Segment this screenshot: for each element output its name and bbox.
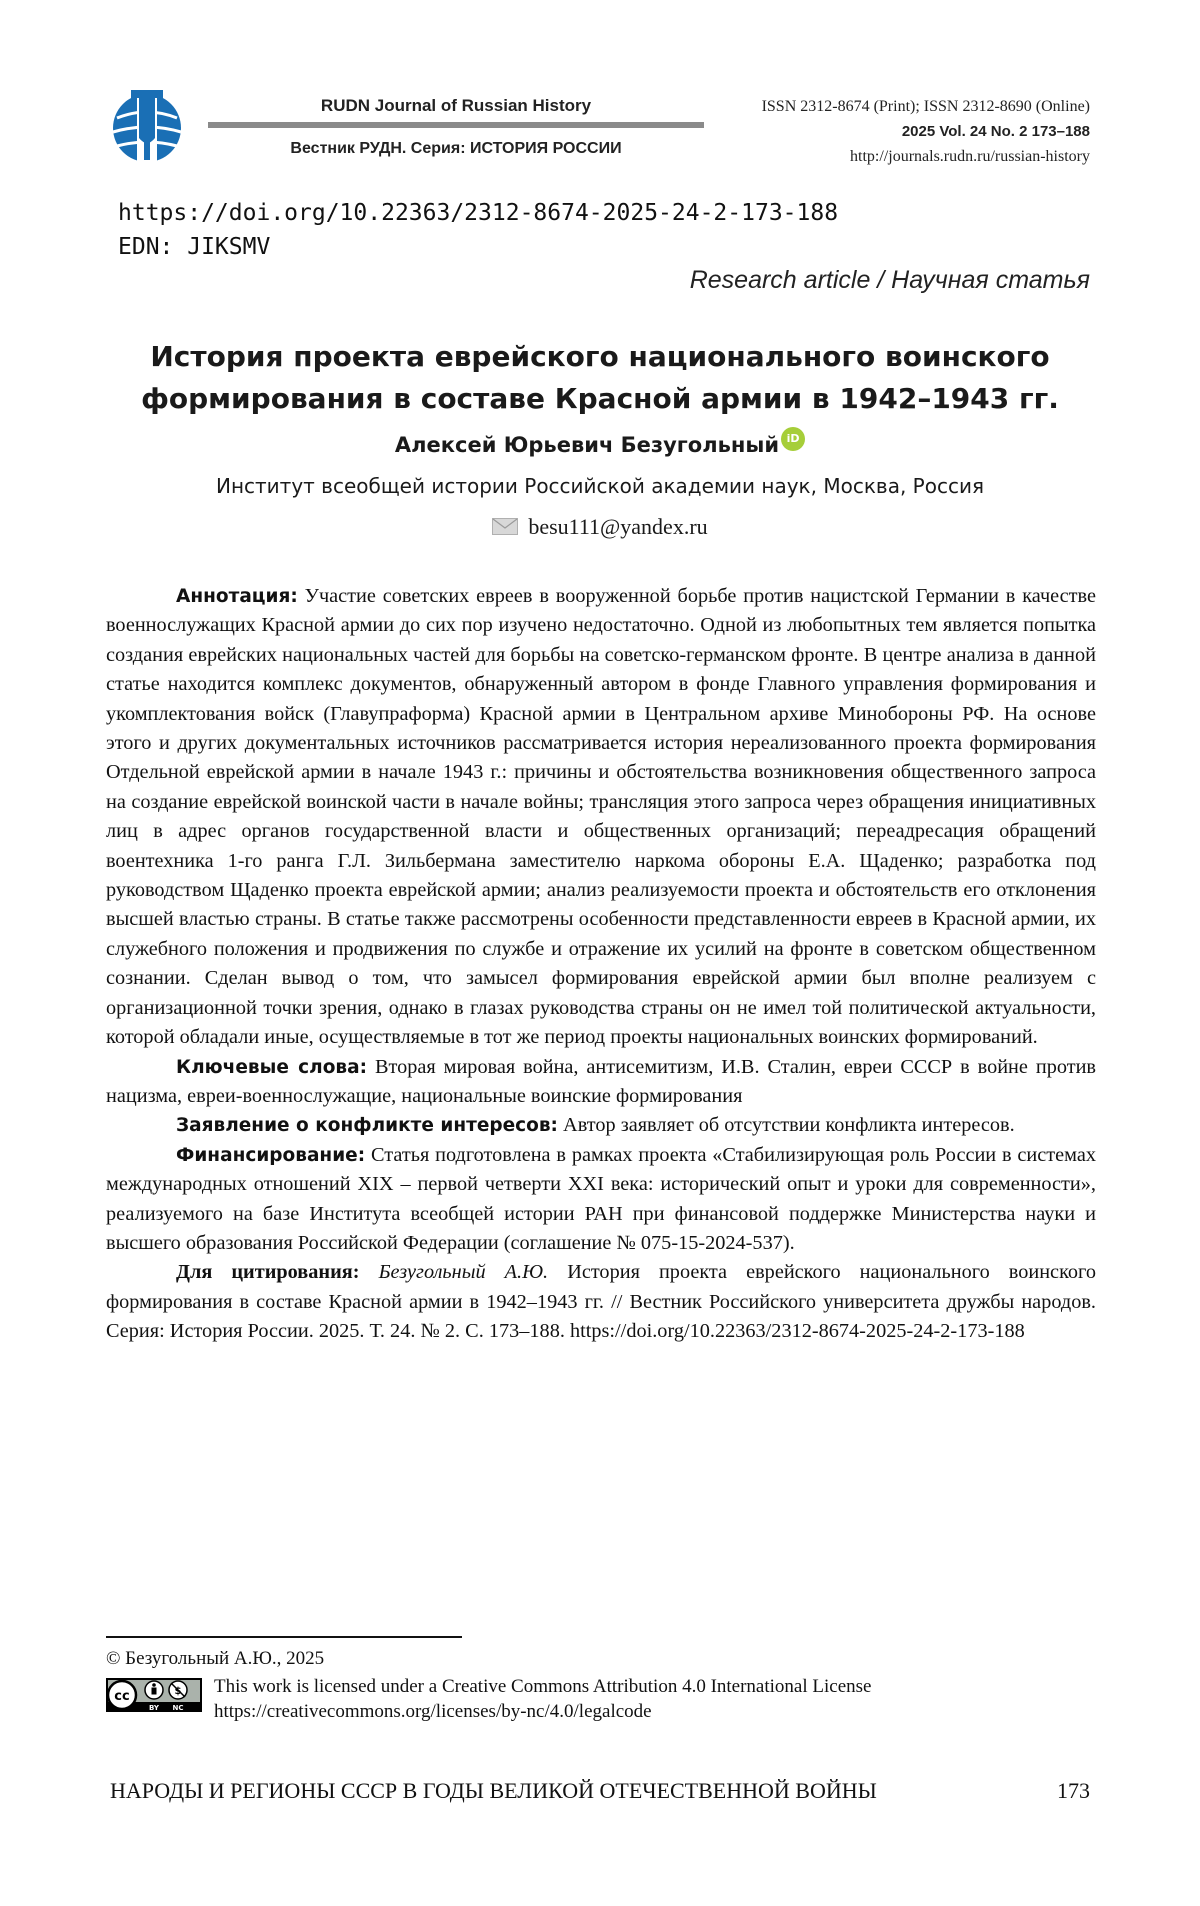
abstract-text: Участие советских евреев в вооруженной борьбе против нацистской Германии в качестве военнослужащих Красной армии до сих пор изучено недостаточно. Одной из любопытных тем является попытка создания еврейских национальных частей для борьбы на советско-германском фронте. В центре анализа в данной статье находится комплекс документов, обнаруженный автором в фонде Главного управления формирования и укомплектования войск (Главупраформа) Красной армии в Центральном архиве Минобороны РФ. На основе этого и других документальных источников рассматривается история нереализованного проекта формирования Отдельной еврейской армии в начале 1943 г.: причины и обстоятельства возникновения общественного запроса на создание еврейской воинской части в начале войны; трансляция этого запроса через обращения инициативных лиц в адрес органов государственной власти и общественных организаций; переадресация обращений воентехника 1-го ранга Г.Л. Зильбермана заместителю наркома обороны Е.А. Щаденко; разработка под руководством Щаденко проекта еврейской армии; анализ реализуемости проекта и обстоятельств его отклонения высшей властью страны. В статье также рассмотрены особенности представленности евреев в Красной армии, их служебного положения и продвижения по службе и отражение их усилий на фронте в советском общественном сознании. Сделан вывод о том, что замысел формирования еврейской армии был вполне реализуем с организационной точки зрения, однако в глазах руководства страны он не имел той политической актуальности, которой обладали иные, осуществляемые в тот же период проекты национальных воинских формирований. bbox=[106, 585, 1096, 1048]
copyright: © Безугольный А.Ю., 2025 bbox=[106, 1648, 324, 1670]
article-type: Research article / Научная статья bbox=[690, 266, 1090, 295]
cc-nc-text: NC bbox=[173, 1704, 184, 1712]
conflict-text: Автор заявляет об отсутствии конфликта интересов. bbox=[563, 1114, 1015, 1136]
license-url[interactable]: https://creativecommons.org/licenses/by-nc/4.0/legalcode bbox=[214, 1699, 871, 1724]
journal-url[interactable]: http://journals.rudn.ru/russian-history bbox=[716, 144, 1090, 169]
funding-text: Статья подготовлена в рамках проекта «Стабилизирующая роль России в системах международных отношений XIX – первой четверти XXI века: исторический опыт и уроки для современности», реализуемого на базе Института всеобщей истории РАН при финансовой поддержке Министерства науки и высшего образования Российской Федерации (соглашение № 075-15-2024-537). bbox=[106, 1144, 1096, 1254]
title-line-1: История проекта еврейского национального воинского bbox=[130, 336, 1070, 378]
rudn-logo-icon bbox=[103, 88, 191, 166]
abstract bbox=[106, 582, 1096, 1053]
journal-title-en: RUDN Journal of Russian History bbox=[208, 96, 704, 116]
citation-author: Безугольный А.Ю. bbox=[379, 1261, 549, 1283]
cc-by-text: BY bbox=[149, 1704, 160, 1712]
header-divider bbox=[208, 122, 704, 128]
license-block bbox=[214, 1674, 871, 1724]
conflict-label: Заявление о конфликте интересов: bbox=[176, 1115, 558, 1136]
article-body bbox=[106, 582, 1096, 1347]
citation-label: Для цитирования: bbox=[176, 1261, 360, 1283]
journal-meta bbox=[716, 94, 1090, 169]
keywords-label: Ключевые слова: bbox=[176, 1057, 367, 1078]
article-title bbox=[130, 336, 1070, 420]
author-line bbox=[130, 433, 1070, 457]
funding-label: Финансирование: bbox=[176, 1145, 365, 1166]
doi-block bbox=[118, 196, 838, 264]
author-name: Алексей Юрьевич Безугольный bbox=[395, 433, 779, 457]
keywords-text: Вторая мировая война, антисемитизм, И.В. Сталин, евреи СССР в войне против нацизма, евреи-военнослужащие, национальные воинские формирования bbox=[106, 1056, 1096, 1107]
email-line bbox=[130, 514, 1070, 540]
citation-text: История проекта еврейского национального воинского формирования в составе Красной армии в 1942–1943 гг. // Вестник Российского университета дружбы народов. Серия: История России. 2025. Т. 24. № 2. С. 173–188. https://doi.org/10.22363/2312-8674-2025-24-2-173-188 bbox=[106, 1261, 1096, 1342]
keywords bbox=[106, 1053, 1096, 1112]
cc-text: cc bbox=[114, 1689, 129, 1704]
conflict-statement bbox=[106, 1111, 1096, 1140]
doi-link[interactable]: https://doi.org/10.22363/2312-8674-2025-24-2-173-188 bbox=[118, 196, 838, 230]
abstract-label: Аннотация: bbox=[176, 586, 298, 607]
citation bbox=[106, 1258, 1096, 1346]
issue-info: 2025 Vol. 24 No. 2 173–188 bbox=[716, 119, 1090, 144]
edn: EDN: JIKSMV bbox=[118, 230, 838, 264]
license-text: This work is licensed under a Creative Commons Attribution 4.0 International License bbox=[214, 1674, 871, 1699]
page-number: 173 bbox=[1057, 1778, 1090, 1804]
issn: ISSN 2312-8674 (Print); ISSN 2312-8690 (Online) bbox=[716, 94, 1090, 119]
cc-by-nc-icon bbox=[106, 1678, 202, 1712]
envelope-icon bbox=[492, 518, 518, 535]
journal-page bbox=[0, 0, 1200, 1906]
running-title: НАРОДЫ И РЕГИОНЫ СССР В ГОДЫ ВЕЛИКОЙ ОТЕЧЕСТВЕННОЙ ВОЙНЫ bbox=[110, 1778, 877, 1804]
orcid-icon[interactable]: iD bbox=[781, 427, 805, 451]
svg-text:$: $ bbox=[175, 1686, 182, 1697]
footnote-divider bbox=[106, 1636, 462, 1638]
affiliation: Институт всеобщей истории Российской академии наук, Москва, Россия bbox=[130, 474, 1070, 498]
title-line-2: формирования в составе Красной армии в 1942–1943 гг. bbox=[130, 378, 1070, 420]
journal-title-ru: Вестник РУДН. Серия: ИСТОРИЯ РОССИИ bbox=[208, 140, 704, 158]
funding bbox=[106, 1141, 1096, 1259]
email-address[interactable]: besu111@yandex.ru bbox=[528, 514, 707, 539]
